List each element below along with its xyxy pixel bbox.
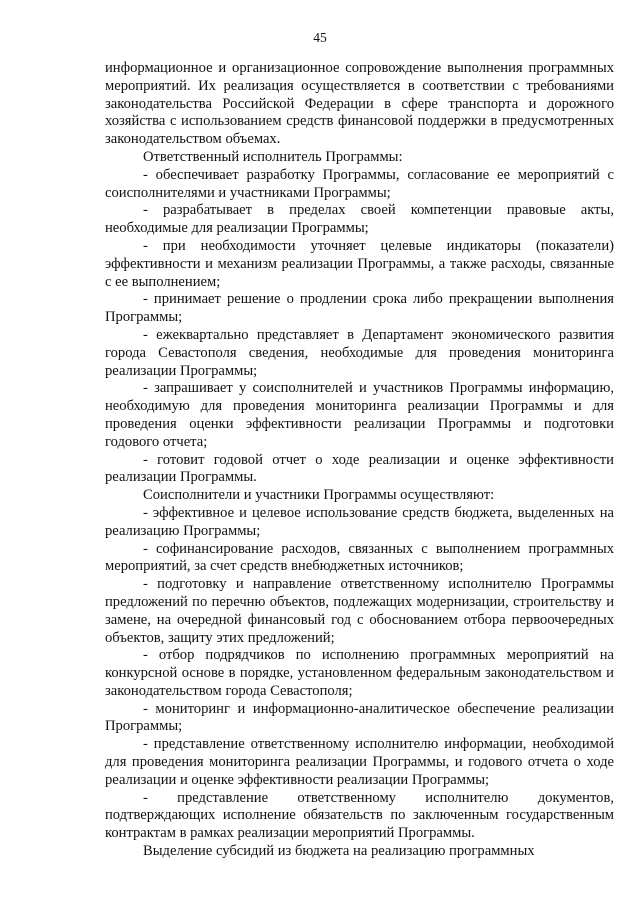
paragraph: - представление ответственному исполнителю документов, подтверждающих исполнение обязательств по заключенным государственным контрактам в рамках реализации мероприятий Программы. bbox=[105, 789, 614, 842]
paragraph: - эффективное и целевое использование средств бюджета, выделенных на реализацию Программы; bbox=[105, 504, 614, 539]
paragraph: - софинансирование расходов, связанных с выполнением программных мероприятий, за счет средств внебюджетных источников; bbox=[105, 540, 614, 575]
paragraph: - готовит годовой отчет о ходе реализации и оценке эффективности реализации Программы. bbox=[105, 451, 614, 486]
paragraph: - запрашивает у соисполнителей и участников Программы информацию, необходимую для проведения мониторинга реализации Программы и для проведения оценки эффективности реализации Программы и подготовки годового отчета; bbox=[105, 380, 614, 450]
paragraph: - разрабатывает в пределах своей компетенции правовые акты, необходимые для реализации Программы; bbox=[105, 202, 614, 237]
paragraph: - обеспечивает разработку Программы, согласование ее мероприятий с соисполнителями и участниками Программы; bbox=[105, 166, 614, 201]
document-body bbox=[105, 60, 614, 861]
paragraph: Соисполнители и участники Программы осуществляют: bbox=[143, 487, 495, 504]
paragraph: Выделение субсидий из бюджета на реализацию программных bbox=[143, 843, 535, 860]
paragraph: Ответственный исполнитель Программы: bbox=[143, 148, 403, 165]
paragraph: - ежеквартально представляет в Департамент экономического развития города Севастополя сведения, необходимые для проведения мониторинга реализации Программы; bbox=[105, 326, 614, 379]
paragraph: - принимает решение о продлении срока либо прекращении выполнения Программы; bbox=[105, 291, 614, 326]
paragraph: - подготовку и направление ответственному исполнителю Программы предложений по перечню объектов, подлежащих модернизации, строительству и замене, на очередной финансовый год с обоснованием отбора первоочередных объектов, защиту этих предложений; bbox=[105, 576, 614, 646]
paragraph: - отбор подрядчиков по исполнению программных мероприятий на конкурсной основе в порядке, установленном федеральным законодательством и законодательством города Севастополя; bbox=[105, 647, 614, 699]
paragraph: информационное и организационное сопровождение выполнения программных мероприятий. Их реализация осуществляется в соответствии с требованиями законодательства Российской Федерации в сфере транспорта и дорожного хозяйства с использованием средств финансовой поддержки в предусмотренных законодательством объемах. bbox=[105, 60, 614, 148]
paragraph: - при необходимости уточняет целевые индикаторы (показатели) эффективности и механизм реализации Программы, а также расходы, связанные с ее выполнением; bbox=[105, 237, 614, 290]
paragraph: - представление ответственному исполнителю информации, необходимой для проведения мониторинга реализации Программы, и годового отчета о ходе реализации и оценке эффективности реализации Программы; bbox=[105, 736, 614, 788]
paragraph: - мониторинг и информационно-аналитическое обеспечение реализации Программы; bbox=[105, 700, 614, 735]
page-number: 45 bbox=[313, 30, 327, 45]
